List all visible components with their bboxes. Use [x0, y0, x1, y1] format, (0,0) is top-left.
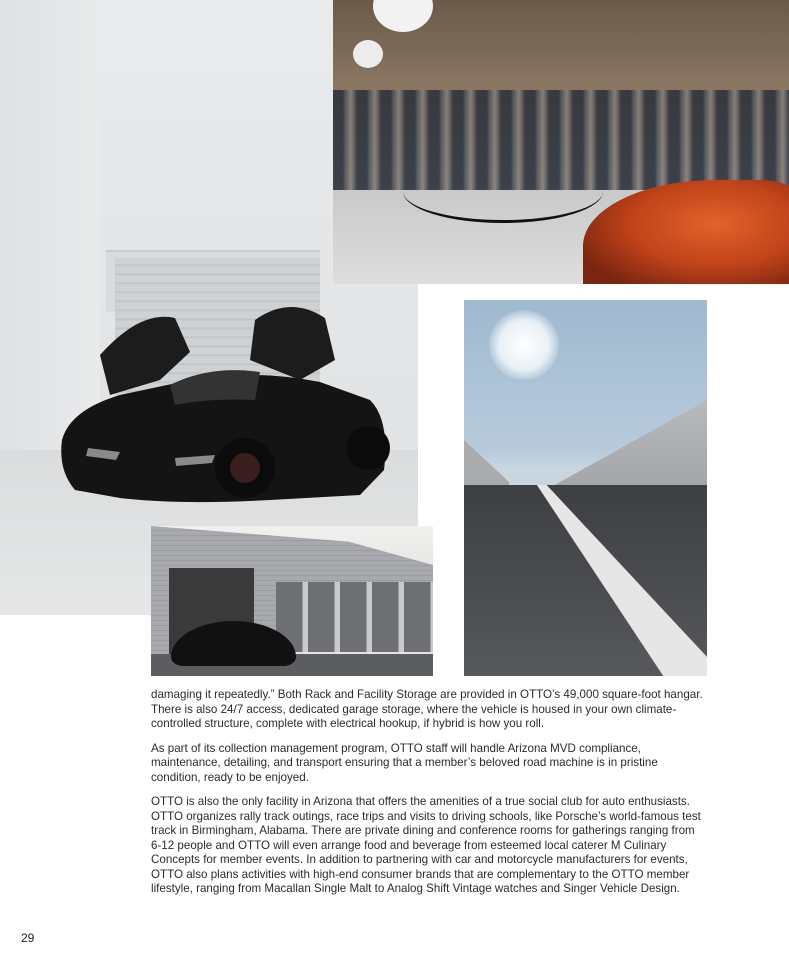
- stanchion-rope: [403, 160, 603, 223]
- photo-hangar-road: [464, 300, 707, 676]
- garage-doors: [276, 582, 433, 652]
- article-paragraph: OTTO is also the only facility in Arizona that offers the amenities of a true social club for auto enthusiasts. OTTO organizes rally track outings, race trips and visits to driving schools, like Porsche’s world-famous test track in Birmingham, Alabama. There are private dining and conference rooms for gatherings ranging from 6-12 people and OTTO will even arrange food and beverage from esteemed local caterer M Culinary Concepts for member events. In addition to partnering with car and motorcycle manufacturers for events, OTTO also plans activities with high-end consumer brands that are complementary to the OTTO member lifestyle, ranging from Macallan Single Malt to Analog Shift Vintage watches and Singer Vehicle Design.: [151, 795, 701, 895]
- article-body: [151, 688, 707, 907]
- article-paragraph: damaging it repeatedly.” Both Rack and Facility Storage are provided in OTTO’s 49,000 square-foot hangar. There is also 24/7 access, dedicated garage storage, where the vehicle is housed in your own climate-controlled structure, complete with electrical hookup, if hybrid is how you roll.: [151, 688, 703, 730]
- article-paragraph: As part of its collection management program, OTTO staff will handle Arizona MVD compliance, maintenance, detailing, and transport ensuring that a member’s beloved road machine is in pristine condition, ready to be enjoyed.: [151, 741, 658, 784]
- page-number: 29: [21, 931, 35, 945]
- balloon-light: [353, 40, 383, 68]
- sun: [489, 310, 559, 380]
- photo-porsche-garages: [151, 526, 433, 676]
- photo-event-crowd: [333, 0, 789, 284]
- balloon-light: [373, 0, 433, 32]
